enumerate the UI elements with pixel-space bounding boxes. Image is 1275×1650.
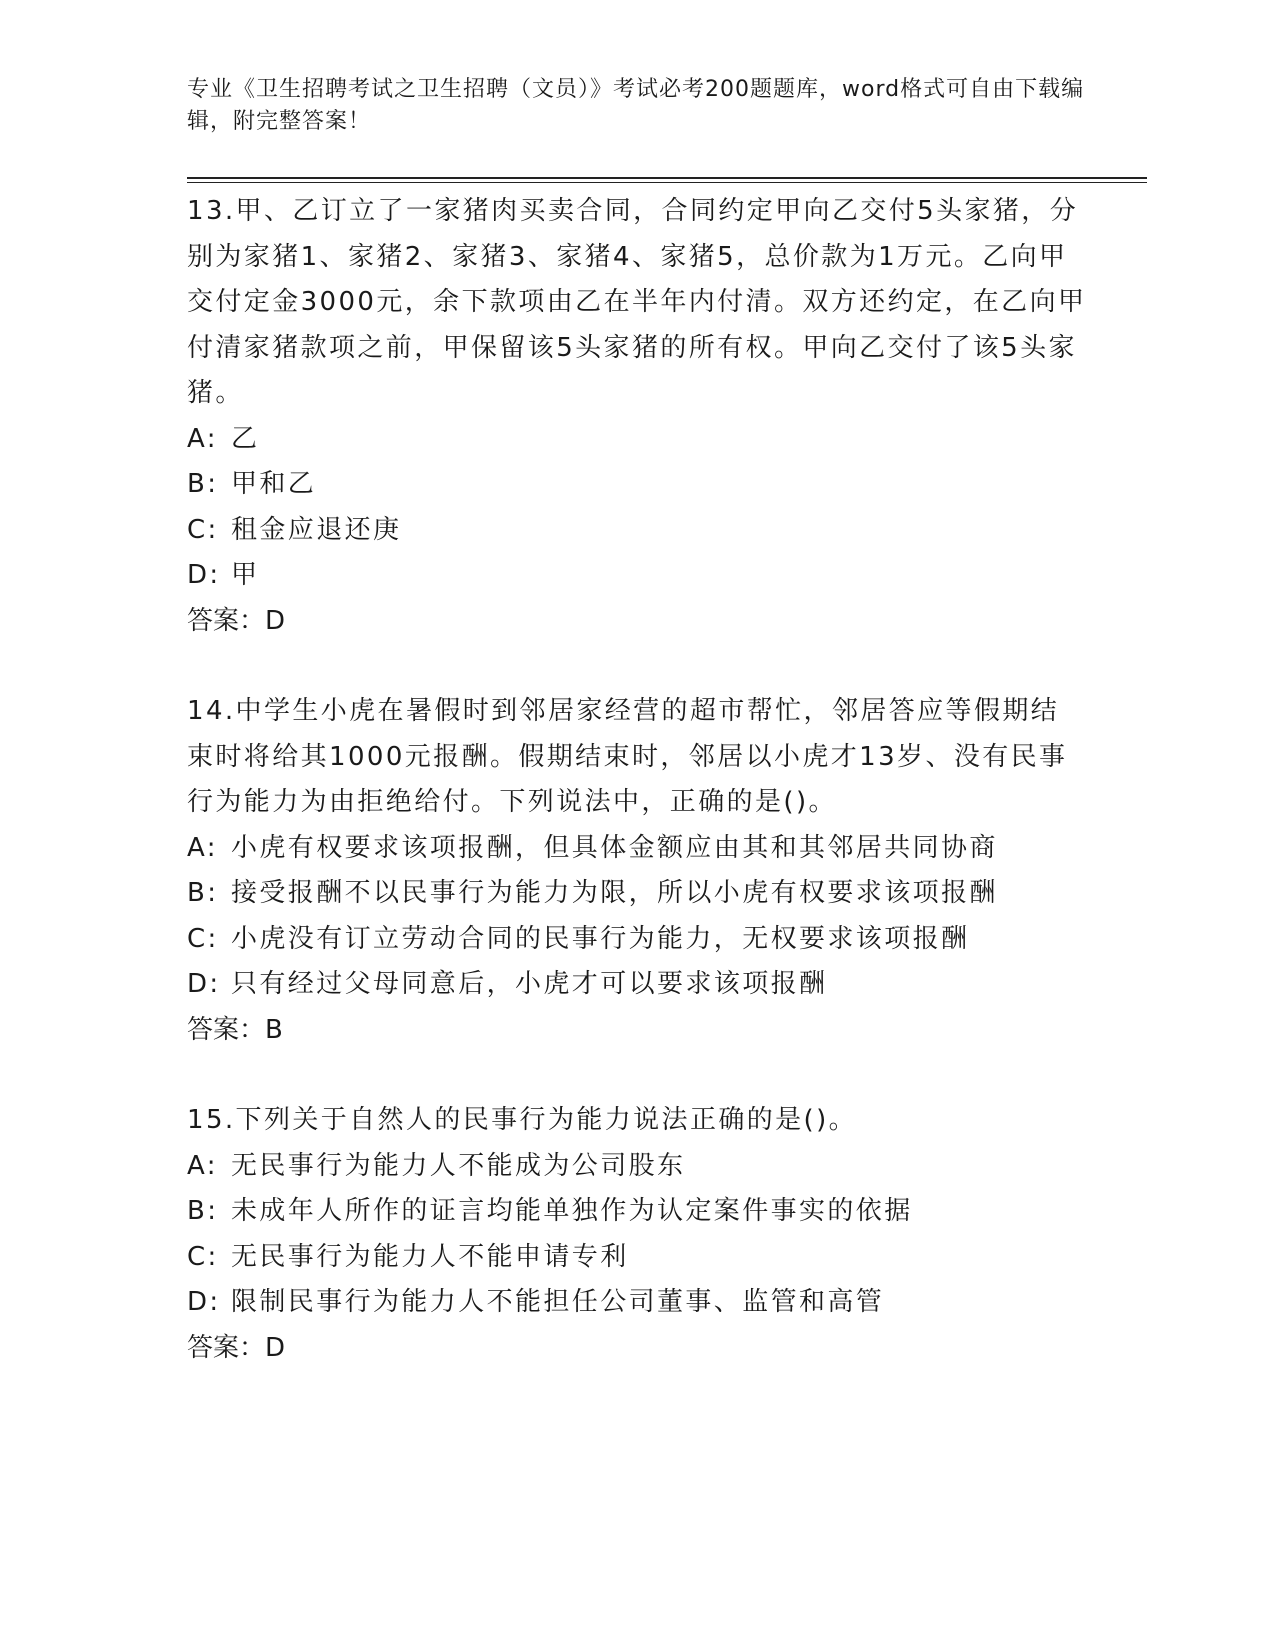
option-c <box>187 917 1087 963</box>
option-text: 小虎有权要求该项报酬，但具体金额应由其和其邻居共同协商 <box>231 832 998 863</box>
option-text: 未成年人所作的证言均能单独作为认定案件事实的依据 <box>231 1196 913 1226</box>
option-b <box>187 1189 1087 1235</box>
option-text: 租金应退还庚 <box>231 514 402 545</box>
question-stem: 13.甲、乙订立了一家猪肉买卖合同，合同约定甲向乙交付5头家猪，分别为家猪1、家猪2、家猪3、家猪4、家猪5，总价款为1万元。乙向甲交付定金3000元，余下款项由乙在半年内付清。双方还约定，在乙向甲付清家猪款项之前，甲保留该5头家猪的所有权。甲向乙交付了该5头家猪。 <box>187 196 1087 408</box>
option-text: 无民事行为能力人不能申请专利 <box>231 1241 629 1272</box>
document-header: 专业《卫生招聘考试之卫生招聘（文员）》考试必考200题题库，word格式可自由下载编辑，附完整答案！ <box>187 77 1085 134</box>
option-key: B: <box>187 878 219 908</box>
option-key: D: <box>187 1287 221 1317</box>
question-spacer <box>187 644 1087 689</box>
option-d <box>187 962 1087 1008</box>
option-key: A: <box>187 832 218 863</box>
option-text: 乙 <box>231 423 260 454</box>
answer-line: 答案：D <box>187 1332 286 1363</box>
answer-line: 答案：B <box>187 1014 283 1045</box>
option-text: 甲 <box>231 560 260 590</box>
option-text: 小虎没有订立劳动合同的民事行为能力，无权要求该项报酬 <box>231 923 970 954</box>
option-text: 无民事行为能力人不能成为公司股东 <box>231 1150 686 1181</box>
question-list <box>187 189 1087 1371</box>
option-key: D: <box>187 560 221 590</box>
option-d <box>187 1280 1087 1326</box>
option-text: 限制民事行为能力人不能担任公司董事、监管和高管 <box>231 1287 885 1317</box>
option-b <box>187 871 1087 917</box>
option-key: B: <box>187 469 219 499</box>
option-text: 只有经过父母同意后，小虎才可以要求该项报酬 <box>231 969 828 999</box>
question-stem: 15.下列关于自然人的民事行为能力说法正确的是()。 <box>187 1105 858 1135</box>
option-key: B: <box>187 1196 219 1226</box>
question-13 <box>187 189 1087 644</box>
answer-line: 答案：D <box>187 605 286 636</box>
header-divider-thin <box>187 182 1147 183</box>
option-d <box>187 553 1087 599</box>
option-c <box>187 508 1087 554</box>
option-a <box>187 826 1087 872</box>
question-15 <box>187 1098 1087 1371</box>
option-key: A: <box>187 1150 218 1181</box>
option-key: A: <box>187 423 218 454</box>
option-key: C: <box>187 923 219 954</box>
option-key: C: <box>187 1241 219 1272</box>
question-14 <box>187 689 1087 1053</box>
option-key: C: <box>187 514 219 545</box>
option-a <box>187 417 1087 463</box>
header-divider-thick <box>187 177 1147 179</box>
option-a <box>187 1144 1087 1190</box>
option-key: D: <box>187 969 221 999</box>
option-text: 接受报酬不以民事行为能力为限，所以小虎有权要求该项报酬 <box>231 878 998 908</box>
option-c <box>187 1235 1087 1281</box>
option-text: 甲和乙 <box>231 469 317 499</box>
question-spacer <box>187 1053 1087 1098</box>
option-b <box>187 462 1087 508</box>
question-stem: 14.中学生小虎在暑假时到邻居家经营的超市帮忙，邻居答应等假期结束时将给其1000元报酬。假期结束时，邻居以小虎才13岁、没有民事行为能力为由拒绝给付。下列说法中，正确的是()。 <box>187 696 1068 817</box>
